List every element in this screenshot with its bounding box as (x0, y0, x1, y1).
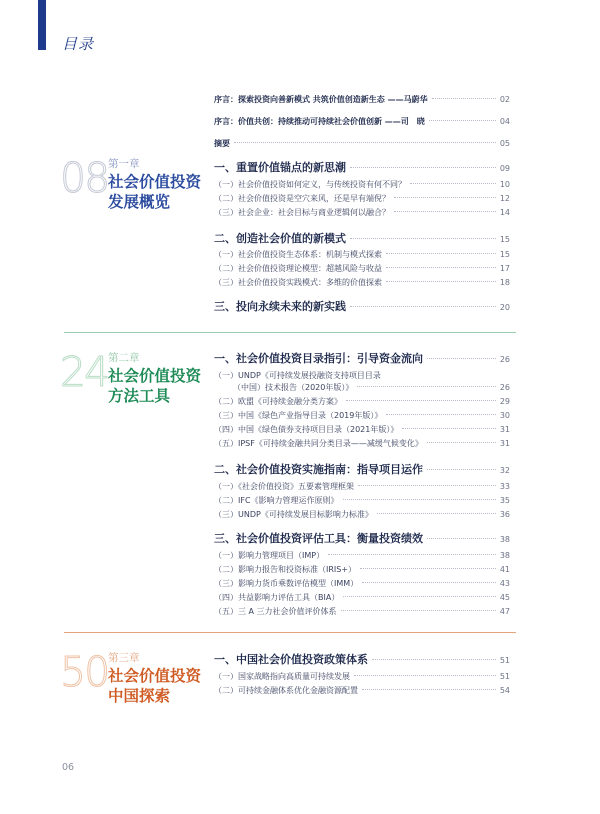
dot-leader (341, 610, 496, 611)
toc-entry-preface-2[interactable] (214, 116, 510, 127)
page-number: 06 (62, 762, 75, 773)
chapter-name: 社会价值投资方法工具 (108, 367, 202, 405)
toc-page-number: 05 (499, 139, 510, 148)
toc-page-number: 51 (499, 656, 510, 665)
toc-entry-text: （二）可持续金融体系优化金融资源配置 (214, 686, 358, 695)
toc-page-number: 09 (499, 164, 510, 173)
toc-page-number: 17 (499, 264, 510, 273)
dot-leader (386, 253, 496, 254)
toc-entry-text: （二）社会价值投资是空穴来风，还是早有端倪？ (214, 194, 390, 203)
toc-page-number: 36 (499, 510, 510, 519)
header-accent-bar (38, 0, 46, 50)
toc-section-title: 一、重置价值锚点的新思潮 (214, 161, 346, 174)
dot-leader (350, 167, 496, 168)
toc-entry-text: （五）三 A 三力社会价值评价体系 (214, 607, 337, 616)
dot-leader (357, 386, 495, 387)
toc-section-title: 三、投向永续未来的新实践 (214, 300, 346, 313)
toc-entry-text: （一）UNDP《可持续发展投融资支持项目目录 (214, 371, 381, 380)
toc-subentry[interactable] (214, 685, 510, 696)
toc-entry-abstract[interactable] (214, 138, 510, 149)
toc-section-title: 一、社会价值投资目录指引：引导资金流向 (214, 352, 423, 365)
toc-page-number: 18 (499, 278, 510, 287)
toc-subentry[interactable] (214, 193, 510, 204)
toc-page-number: 38 (499, 551, 510, 560)
toc-section-title: 二、创造社会价值的新模式 (214, 232, 346, 245)
toc-subentry[interactable] (214, 495, 510, 506)
chapter-number: 50 (60, 648, 109, 696)
toc-page-number: 47 (499, 607, 510, 616)
toc-subentry[interactable] (214, 370, 510, 381)
chapter-label: 第三章 (108, 652, 140, 664)
toc-page-number: 26 (499, 355, 510, 364)
toc-entry-text: （一）国家战略指向高质量可持续发展 (214, 672, 350, 681)
dot-leader (328, 554, 496, 555)
toc-page-number: 30 (499, 411, 510, 420)
toc-page-number: 26 (499, 383, 510, 392)
toc-entry-text: （二）欧盟《可持续金融分类方案》 (214, 397, 342, 406)
toc-subentry[interactable] (214, 438, 510, 449)
dot-leader (386, 267, 496, 268)
dot-leader (377, 513, 496, 514)
toc-entry-text: （一）社会价值投资如何定义，与传统投资有何不同？ (214, 180, 406, 189)
chapter-name: 社会价值投资发展概览 (108, 173, 202, 211)
toc-page-number: 54 (499, 686, 510, 695)
toc-page-number: 31 (499, 425, 510, 434)
toc-subentry[interactable] (214, 410, 510, 421)
toc-page-number: 20 (499, 303, 510, 312)
toc-page-number: 04 (499, 117, 510, 126)
toc-page-number: 31 (499, 439, 510, 448)
toc-subentry[interactable] (214, 550, 510, 561)
dot-leader (346, 400, 496, 401)
dot-leader (427, 442, 496, 443)
dot-leader (372, 659, 496, 660)
dot-leader (362, 582, 496, 583)
toc-subentry[interactable] (214, 249, 510, 260)
dot-leader (427, 358, 496, 359)
toc-entry-text: （中国）技术报告（2020年版）》 (233, 383, 354, 392)
chapter-number: 24 (60, 348, 109, 396)
dot-leader (432, 98, 496, 99)
toc-page-number: 10 (499, 180, 510, 189)
toc-entry-text: （三）社会价值投资实践模式：多维的价值探索 (214, 278, 382, 287)
toc-subentry[interactable] (214, 592, 510, 603)
toc-section-title: 二、社会价值投资实施指南：指导项目运作 (214, 463, 423, 476)
toc-page-number: 15 (499, 235, 510, 244)
toc-page-number: 41 (499, 565, 510, 574)
toc-section[interactable] (214, 159, 510, 175)
dot-leader (394, 197, 496, 198)
dot-leader (386, 281, 496, 282)
toc-entry-text: 序言：探索投资向善新模式 共筑价值创造新生态 ——马蔚华 (214, 95, 428, 104)
dot-leader (386, 414, 495, 415)
toc-entry-text: （一）社会价值投资生态体系：机制与模式探索 (214, 250, 382, 259)
toc-page-number: 12 (499, 194, 510, 203)
dot-leader (402, 428, 495, 429)
toc-page-number: 38 (499, 535, 510, 544)
toc-subentry[interactable] (214, 207, 510, 218)
toc-page-number: 51 (499, 672, 510, 681)
toc-subentry[interactable] (214, 263, 510, 274)
toc-entry-text: （四）共益影响力评估工具（BIA） (214, 593, 340, 602)
chapter-divider (64, 632, 516, 633)
dot-leader (234, 142, 496, 143)
dot-leader (350, 306, 496, 307)
chapter-label: 第二章 (108, 352, 140, 364)
toc-section[interactable] (214, 461, 510, 477)
toc-entry-text: （三）社会企业：社会目标与商业逻辑何以融合？ (214, 208, 390, 217)
dot-leader (394, 211, 496, 212)
toc-entry-text: （一）《社会价值投资》五要素管理框架 (214, 482, 354, 491)
chapter-label: 第一章 (108, 158, 140, 170)
chapter-number: 08 (60, 154, 109, 202)
toc-entry-text: （二）IFC《影响力管理运作原则》 (214, 496, 339, 505)
toc-subentry[interactable] (214, 424, 510, 435)
chapter-divider (64, 332, 516, 333)
toc-page-number: 35 (499, 496, 510, 505)
toc-entry-text: （三）UNDP《可持续发展目标影响力标准》 (214, 510, 373, 519)
toc-page-number: 43 (499, 579, 510, 588)
dot-leader (427, 469, 496, 470)
toc-subentry[interactable] (214, 277, 510, 288)
dot-leader (427, 538, 496, 539)
dot-leader (358, 485, 496, 486)
dot-leader (410, 183, 496, 184)
toc-subentry[interactable] (214, 396, 510, 407)
toc-entry-text: （五）IPSF《可持续金融共同分类目录——减缓气候变化》 (214, 439, 423, 448)
toc-entry-text: （二）影响力报告和投资标准（IRIS+） (214, 565, 357, 574)
toc-entry-text: （四）中国《绿色债券支持项目目录（2021年版）》 (214, 425, 399, 434)
toc-page-number: 02 (499, 95, 510, 104)
toc-entry-text: （二）社会价值投资理论模型：超越风险与收益 (214, 264, 382, 273)
toc-section-title: 三、社会价值投资评估工具：衡量投资绩效 (214, 532, 423, 545)
dot-leader (360, 568, 496, 569)
toc-page-number: 45 (499, 593, 510, 602)
toc-subentry[interactable] (214, 606, 510, 617)
toc-page-number: 29 (499, 397, 510, 406)
dot-leader (362, 689, 496, 690)
toc-entry-text: （一）影响力管理项目（IMP） (214, 551, 325, 560)
toc-section[interactable] (214, 230, 510, 246)
toc-subentry[interactable] (214, 578, 510, 589)
dot-leader (350, 238, 496, 239)
toc-entry-text: 序言：价值共创：持续推动可持续社会价值创新 ——司 晓 (214, 117, 425, 126)
toc-page-number: 32 (499, 466, 510, 475)
toc-subentry[interactable] (214, 179, 510, 190)
page-title: 目录 (62, 35, 95, 53)
toc-entry-text: 摘要 (214, 139, 230, 148)
toc-section-title: 一、中国社会价值投资政策体系 (214, 653, 368, 666)
toc-section[interactable] (214, 298, 510, 314)
toc-section[interactable] (214, 350, 510, 366)
dot-leader (343, 596, 495, 597)
toc-entry-text: （三）影响力货币乘数评估模型（IMM） (214, 579, 359, 588)
dot-leader (429, 120, 496, 121)
toc-subentry-continued[interactable] (233, 382, 510, 393)
toc-page-number: 33 (499, 482, 510, 491)
toc-entry-text: （三）中国《绿色产业指导目录（2019年版）》 (214, 411, 383, 420)
toc-page-number: 14 (499, 208, 510, 217)
toc-subentry[interactable] (214, 481, 510, 492)
toc-section[interactable] (214, 530, 510, 546)
dot-leader (354, 675, 496, 676)
toc-entry-preface-1[interactable] (214, 94, 510, 105)
chapter-name: 社会价值投资中国探索 (108, 667, 202, 705)
toc-subentry[interactable] (214, 564, 510, 575)
dot-leader (343, 499, 496, 500)
toc-page-number: 15 (499, 250, 510, 259)
toc-subentry[interactable] (214, 671, 510, 682)
toc-subentry[interactable] (214, 509, 510, 520)
toc-section[interactable] (214, 651, 510, 667)
